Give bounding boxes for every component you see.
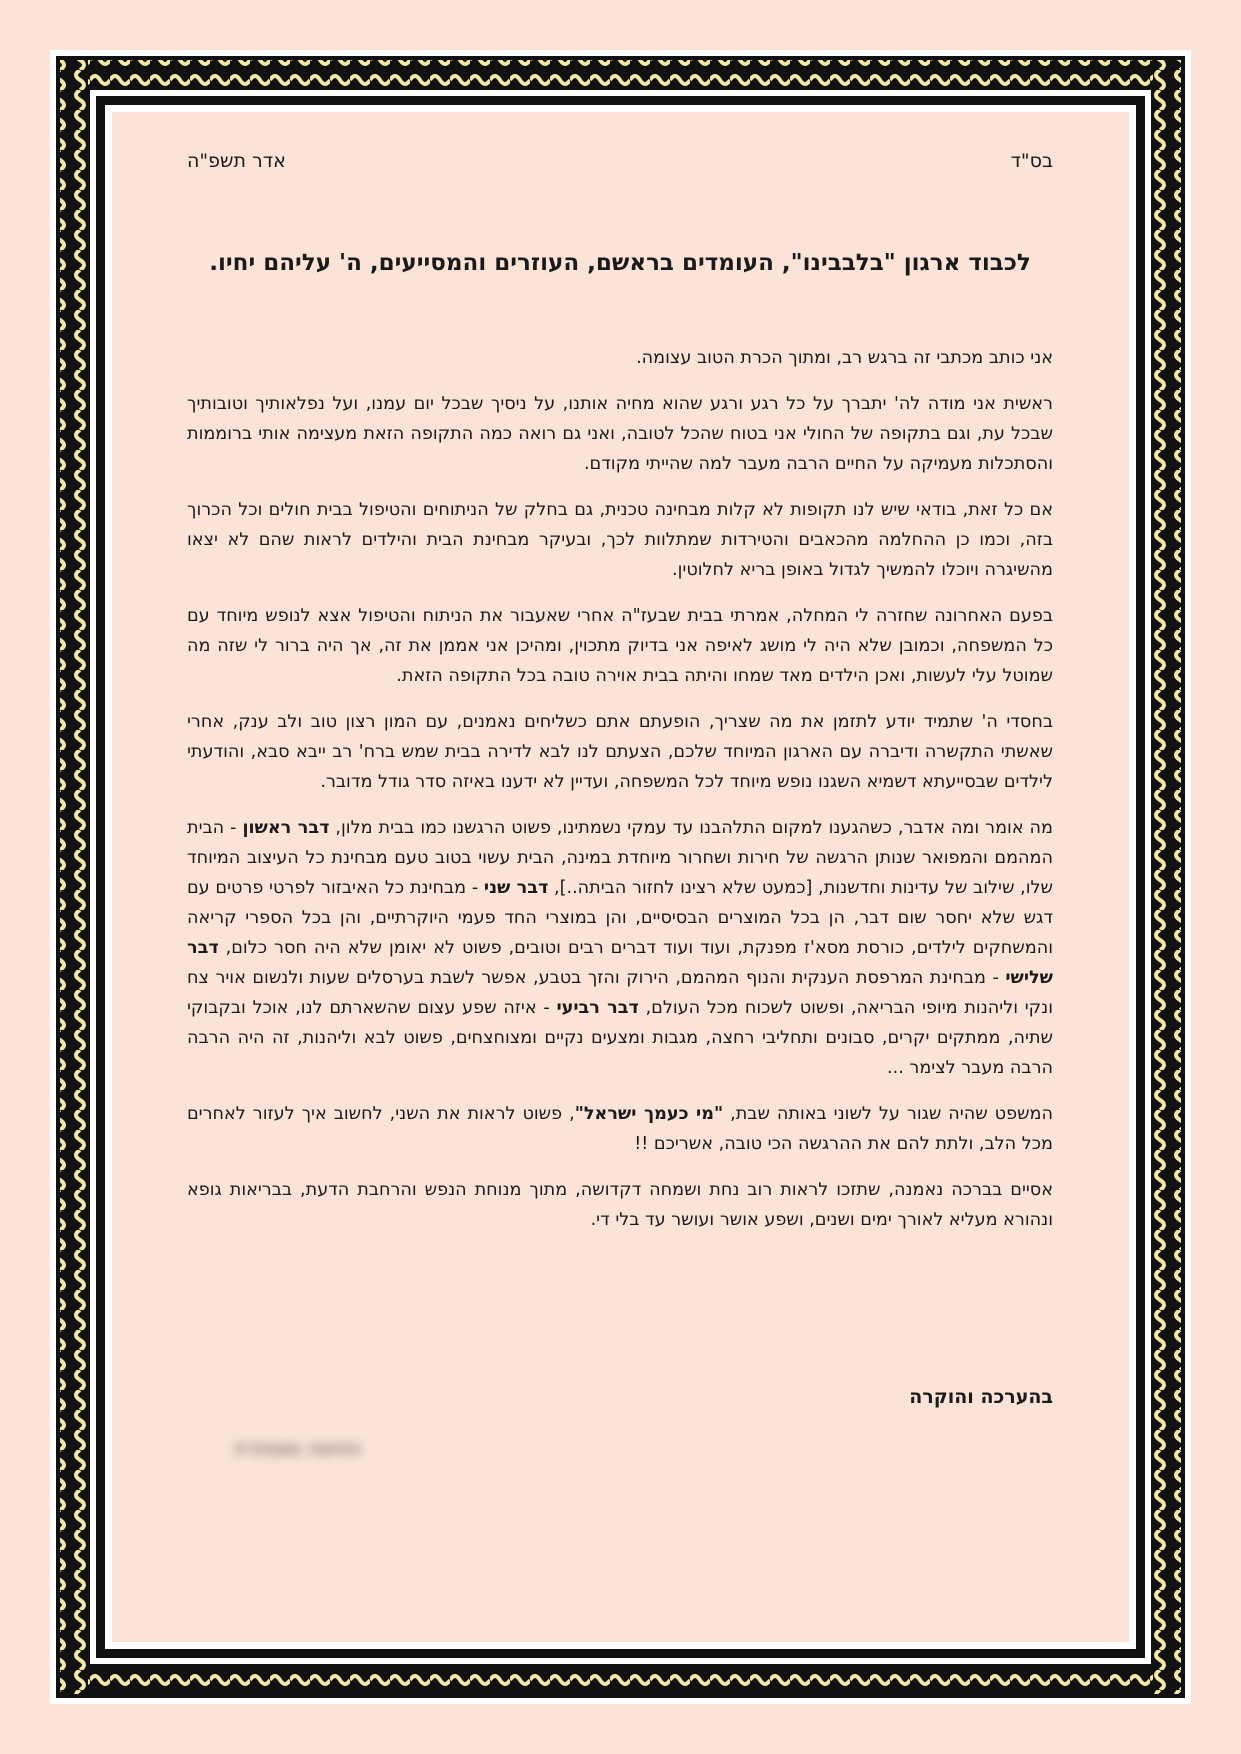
bsd-label: בס"ד: [1010, 150, 1053, 172]
p6-text-f: - איזה שפע עצום שהשארתם לנו, אוכל ובקבוקי שתיה, ממתקים יקרים, סבונים ותחליבי רחצה, מגבות ומצעים נקיים ומצוחצחים, פשוט לבא וליהנות, זה היה הרבה הרבה מעבר לצימר ...: [187, 998, 1053, 1078]
paragraph-6: [187, 813, 1053, 1083]
letter-body: [187, 343, 1053, 1251]
paragraph-1: אני כותב מכתבי זה ברגש רב, ומתוך הכרת הטוב עצומה.: [636, 348, 1053, 368]
p7-text-a: המשפט שהיה שגור על לשוני באותה שבת,: [723, 1104, 1053, 1124]
closing-line: בהערכה והוקרה: [909, 1386, 1053, 1408]
p6-bold-third: דבר שלישי: [187, 938, 1053, 988]
paragraph-5: בחסדי ה' שתמיד יודע לתזמן את מה שצריך, הופעתם אתם כשליחים נאמנים, עם המון רצון טוב ולב ענק, אחרי שאשתי התקשרה ודיברה עם הארגון המיוחד שלכם, הצעתם לנו לבא לדירה בבית שמש ברח' רב ייבא סבא, והודעתי לילדים שבסייעתא דשמיא השגנו נופש מיוחד לכל המשפחה, ועדיין לא ידענו באיזה סדר גודל מדובר.: [187, 712, 1053, 792]
p6-text-d: - מבחינת כל האיבזור לפרטי פרטים עם דגש שלא יחסר שום דבר, הן בכל המוצרים הבסיסיים, והן במוצרי החד פעמי היוקרתיים, והן בכל הספרי קריאה והמשחקים לילדים, כורסת מסא'ז מפנקת, ועוד ועוד דברים רבים וטובים, פשוט לא יאומן שלא היה חסר כלום,: [187, 878, 1053, 958]
p6-bold-second: דבר שני: [483, 878, 549, 898]
p6-bold-fourth: דבר רביעי: [556, 998, 639, 1018]
paragraph-8: אסיים בברכה נאמנה, שתזכו לראות רוב נחת ושמחה דקדושה, מתוך מנוחת הנפש והרחבת הדעת, בבריאות גופא ונהורא מעליא לאורך ימים ושנים, ושפע אושר ועושר עד בלי די.: [187, 1180, 1053, 1230]
p6-text-a: מה אומר ומה אדבר, כשהגענו למקום התלהבנו עד עמקי נשמתינו, פשוט הרגשנו כמו בבית מלון,: [329, 818, 1053, 838]
letter-header: [187, 150, 1053, 172]
paragraph-2: ראשית אני מודה לה' יתברך על כל רגע ורגע שהוא מחיה אותנו, על ניסיך שבכל יום עמנו, ועל נפלאותיך וטובותיך שבכל עת, וגם בתקופה של החולי אני בטוח שהכל לטובה, ואני גם רואה כמה התקופה הזאת מעצימה אותי ברוממות והסתכלות מעמיקה על החיים הרבה מעבר למה שהייתי מקודם.: [187, 394, 1053, 474]
paragraph-3: אם כל זאת, בודאי שיש לנו תקופות לא קלות מבחינה טכנית, גם בחלק של הניתוחים והטיפול בבית חולים וכל הכרוך בזה, וכמו כן ההחלמה מהכאבים והטירדות שמתלוות לכך, ובעיקר מבחינת הבית והילדים לראות שהם לא יצאו מהשיגרה ויוכלו להמשיך לגדול באופן בריא לחלוטין.: [187, 500, 1053, 580]
p6-bold-first: דבר ראשון: [242, 818, 330, 838]
paragraph-4: בפעם האחרונה שחזרה לי המחלה, אמרתי בבית שבעז"ה אחרי שאעבור את הניתוח והטיפול אצא לנופש מיוחד עם כל המשפחה, וכמובן שלא היה לי מושג לאיפה אני בדיוק מתכוין, ומהיכן אני אממן את זה, אך היה ברור לי שזה מה שמוטל עלי לעשות, ואכן הילדים מאד שמחו והיתה בבית אוירה טובה בכל התקופה הזאת.: [187, 606, 1053, 686]
paragraph-7: [187, 1099, 1053, 1159]
blurred-signature: חתימה מוסתרת: [234, 1438, 361, 1460]
p7-bold-quote: "מי כעמך ישראל": [574, 1104, 724, 1124]
p6-text-e: - מבחינת המרפסת הענקית והנוף המהמם, הירוק והזך בטבע, אפשר לשבת בערסלים שעות ולנשום אויר צח ונקי וליהנות מיופי הבריאה, ופשוט לשכוח מכל העולם,: [187, 968, 1053, 1018]
p6-text-c: - הבית המהמם והמפואר שנותן הרגשה של חירות ושחרור מיוחדת במינה, הבית עשוי בטוב טעם מבחינת כל העיצוב המיוחד שלו, שילוב של עדינות וחדשנות, [כמעט שלא רצינו לחזור הביתה..],: [187, 818, 1053, 898]
p7-text-c: , פשוט לראות את השני, לחשוב איך לעזור לאחרים מכל הלב, ולתת להם את ההרגשה הכי טובה, אשריכם !!: [187, 1104, 1053, 1154]
date-label: אדר תשפ"ה: [187, 150, 286, 172]
letter-title: לכבוד ארגון "בלבבינו", העומדים בראשם, העוזרים והמסייעים, ה' עליהם יחיו.: [209, 250, 1031, 276]
